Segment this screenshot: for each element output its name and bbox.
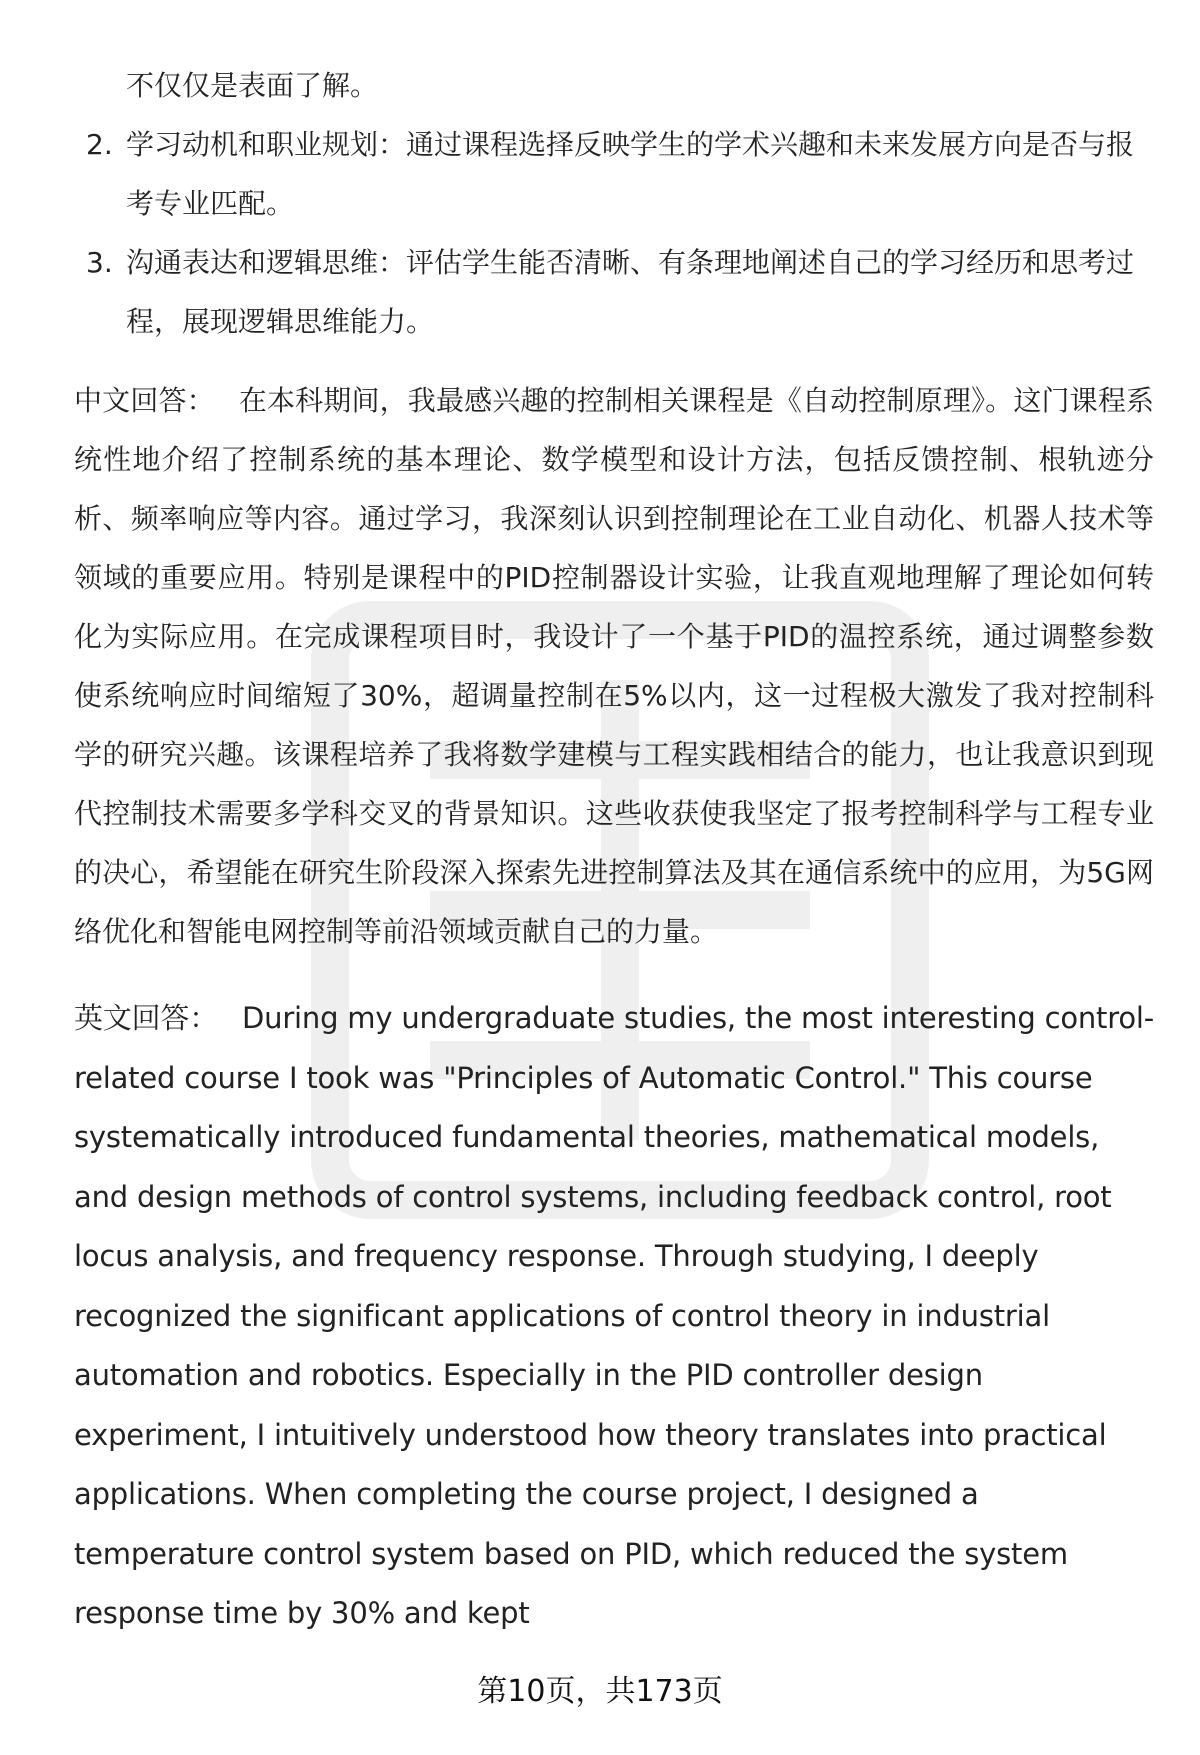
list-item-number: 2. xyxy=(86,128,113,161)
chinese-answer-label: 中文回答： xyxy=(74,384,215,417)
page-content xyxy=(74,56,1154,1673)
list-item-text: 沟通表达和逻辑思维：评估学生能否清晰、有条理地阐述自己的学习经历和思考过程，展现逻辑思维能力。 xyxy=(126,246,1135,338)
english-answer-paragraph xyxy=(74,989,1154,1644)
page-footer: 第10页，共173页 xyxy=(477,1674,723,1709)
list-item xyxy=(74,115,1154,233)
list-item xyxy=(74,233,1154,351)
english-answer-label: 英文回答： xyxy=(74,1001,219,1035)
chinese-answer-text: 在本科期间，我最感兴趣的控制相关课程是《自动控制原理》。这门课程系统性地介绍了控制系统的基本理论、数学模型和设计方法，包括反馈控制、根轨迹分析、频率响应等内容。通过学习，我深刻认识到控制理论在工业自动化、机器人技术等领域的重要应用。特别是课程中的PID控制器设计实验，让我直观地理解了理论如何转化为实际应用。在完成课程项目时，我设计了一个基于PID的温控系统，通过调整参数使系统响应时间缩短了30%，超调量控制在5%以内，这一过程极大激发了我对控制科学的研究兴趣。该课程培养了我将数学建模与工程实践相结合的能力，也让我意识到现代控制技术需要多学科交叉的背景知识。这些收获使我坚定了报考控制科学与工程专业的决心，希望能在研究生阶段深入探索先进控制算法及其在通信系统中的应用，为5G网络优化和智能电网控制等前沿领域贡献自己的力量。 xyxy=(74,384,1154,948)
chinese-answer-paragraph xyxy=(74,371,1154,961)
list-item-number: 3. xyxy=(86,246,113,279)
list-item-text: 学习动机和职业规划：通过课程选择反映学生的学术兴趣和未来发展方向是否与报考专业匹配。 xyxy=(126,128,1135,220)
english-answer-text: During my undergraduate studies, the most interesting control-related course I took was "Principles of Automatic Control." This course systematically introduced fundamental theories, mathematical models, and design methods of control systems, including feedback control, root locus analysis, and frequency response. Through studying, I deeply recognized the significant applications of control theory in industrial automation and robotics. Especially in the PID controller design experiment, I intuitively understood how theory translates into practical applications. When completing the course project, I designed a temperature control system based on PID, which reduced the system response time by 30% and kept xyxy=(74,1001,1154,1630)
continuation-line: 不仅仅是表面了解。 xyxy=(126,69,379,102)
numbered-list xyxy=(74,115,1154,351)
